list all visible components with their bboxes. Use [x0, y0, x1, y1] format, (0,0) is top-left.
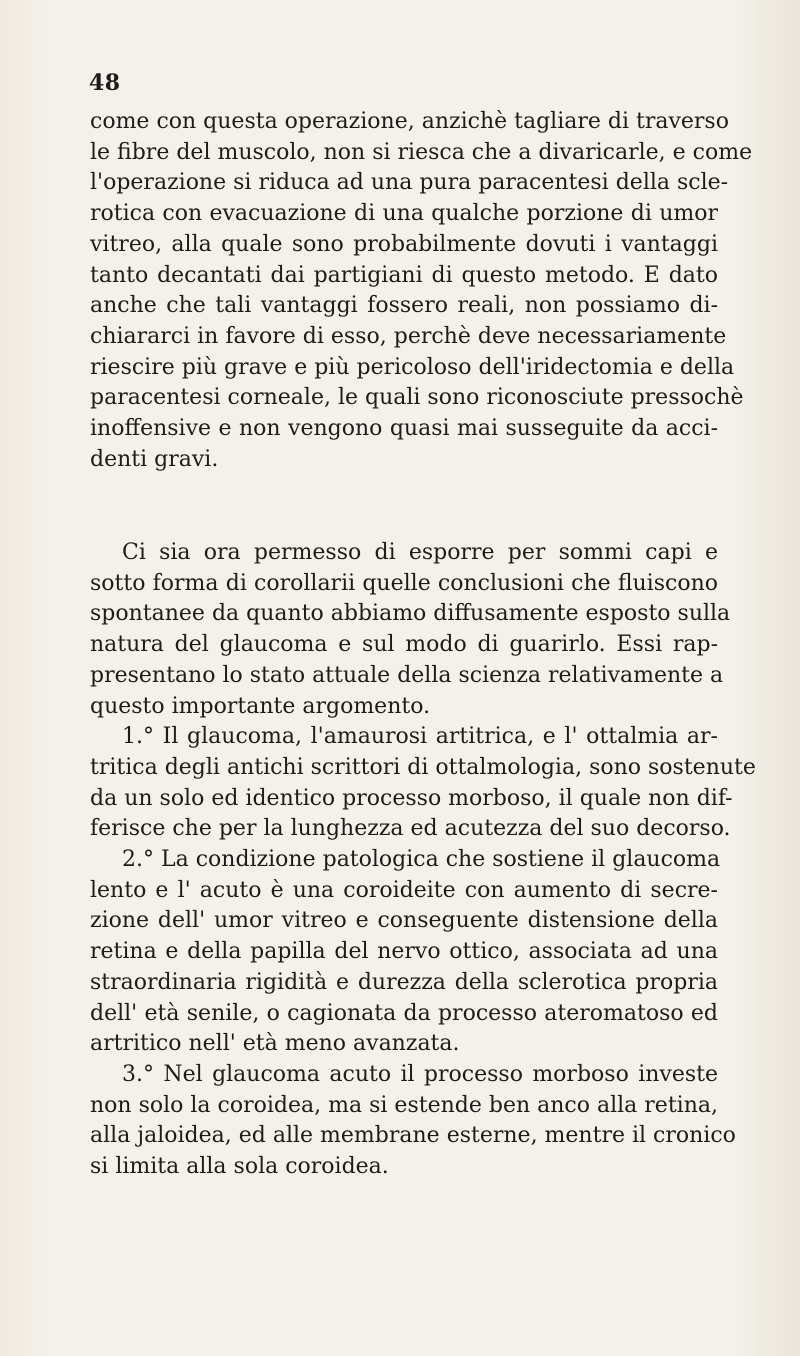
text-line: alla jaloidea, ed alle membrane esterne, mentre il cronico — [90, 1123, 736, 1149]
text-line: denti gravi. — [90, 446, 219, 472]
text-line: sotto forma di corollarii quelle conclusioni che fluiscono — [90, 570, 718, 596]
text-line: l'operazione si riduca ad una pura paracentesi della scle- — [90, 170, 729, 196]
text-line: straordinaria rigidità e durezza della sclerotica propria — [90, 969, 718, 995]
text-line: 3.° Nel glaucoma acuto il processo morboso investe — [122, 1061, 718, 1087]
text-line: inoffensive e non vengono quasi mai susseguite da acci- — [90, 416, 718, 442]
text-line: ferisce che per la lunghezza ed acutezza del suo decorso. — [90, 816, 731, 842]
text-line: questo importante argomento. — [90, 693, 431, 719]
corollary-3 — [90, 1060, 736, 1183]
text-line: non solo la coroidea, ma si estende ben anco alla retina, — [90, 1092, 718, 1118]
text-line: 2.° La condizione patologica che sostiene il glaucoma — [122, 847, 721, 873]
corollary-1 — [90, 722, 756, 845]
paragraph-intro — [90, 538, 731, 722]
page-number: 48 — [89, 70, 121, 96]
text-line: 1.° Il glaucoma, l'amaurosi artitrica, e l' ottalmia ar- — [122, 724, 718, 750]
text-line: spontanee da quanto abbiamo diffusamente esposto sulla — [90, 601, 731, 627]
text-line: vitreo, alla quale sono probabilmente dovuti i vantaggi — [90, 231, 718, 257]
text-line: riescire più grave e più pericoloso dell'iridectomia e della — [90, 354, 735, 380]
paragraph-continuation — [90, 107, 753, 475]
corollary-2 — [90, 845, 721, 1060]
text-line: retina e della papilla del nervo ottico, associata ad una — [90, 939, 718, 965]
text-line: da un solo ed identico processo morboso, il quale non dif- — [90, 785, 733, 811]
text-line: rotica con evacuazione di una qualche porzione di umor — [90, 201, 718, 227]
text-line: natura del glaucoma e sul modo di guarirlo. Essi rap- — [90, 632, 718, 658]
text-line: le fibre del muscolo, non si riesca che a divaricarle, e come — [90, 139, 753, 165]
text-line: dell' età senile, o cagionata da processo ateromatoso ed — [90, 1000, 718, 1026]
text-line: chiararci in favore di esso, perchè deve necessariamente — [90, 323, 727, 349]
text-line: come con questa operazione, anzichè tagliare di traverso — [90, 109, 729, 134]
text-line: zione dell' umor vitreo e conseguente distensione della — [90, 908, 718, 934]
text-line: paracentesi corneale, le quali sono riconosciute pressochè — [90, 385, 744, 411]
text-line: si limita alla sola coroidea. — [90, 1154, 389, 1180]
text-line: presentano lo stato attuale della scienza relativamente a — [90, 662, 724, 688]
text-line: artritico nell' età meno avanzata. — [90, 1031, 460, 1057]
text-line: tanto decantati dai partigiani di questo metodo. E dato — [90, 262, 718, 288]
corollaries-section — [90, 538, 756, 1183]
text-line: tritica degli antichi scrittori di ottalmologia, sono sostenute — [90, 754, 756, 780]
text-line: lento e l' acuto è una coroideite con aumento di secre- — [90, 877, 718, 903]
text-line: anche che tali vantaggi fossero reali, non possiamo di- — [90, 293, 718, 319]
text-line: Ci sia ora permesso di esporre per sommi capi e — [122, 540, 718, 565]
